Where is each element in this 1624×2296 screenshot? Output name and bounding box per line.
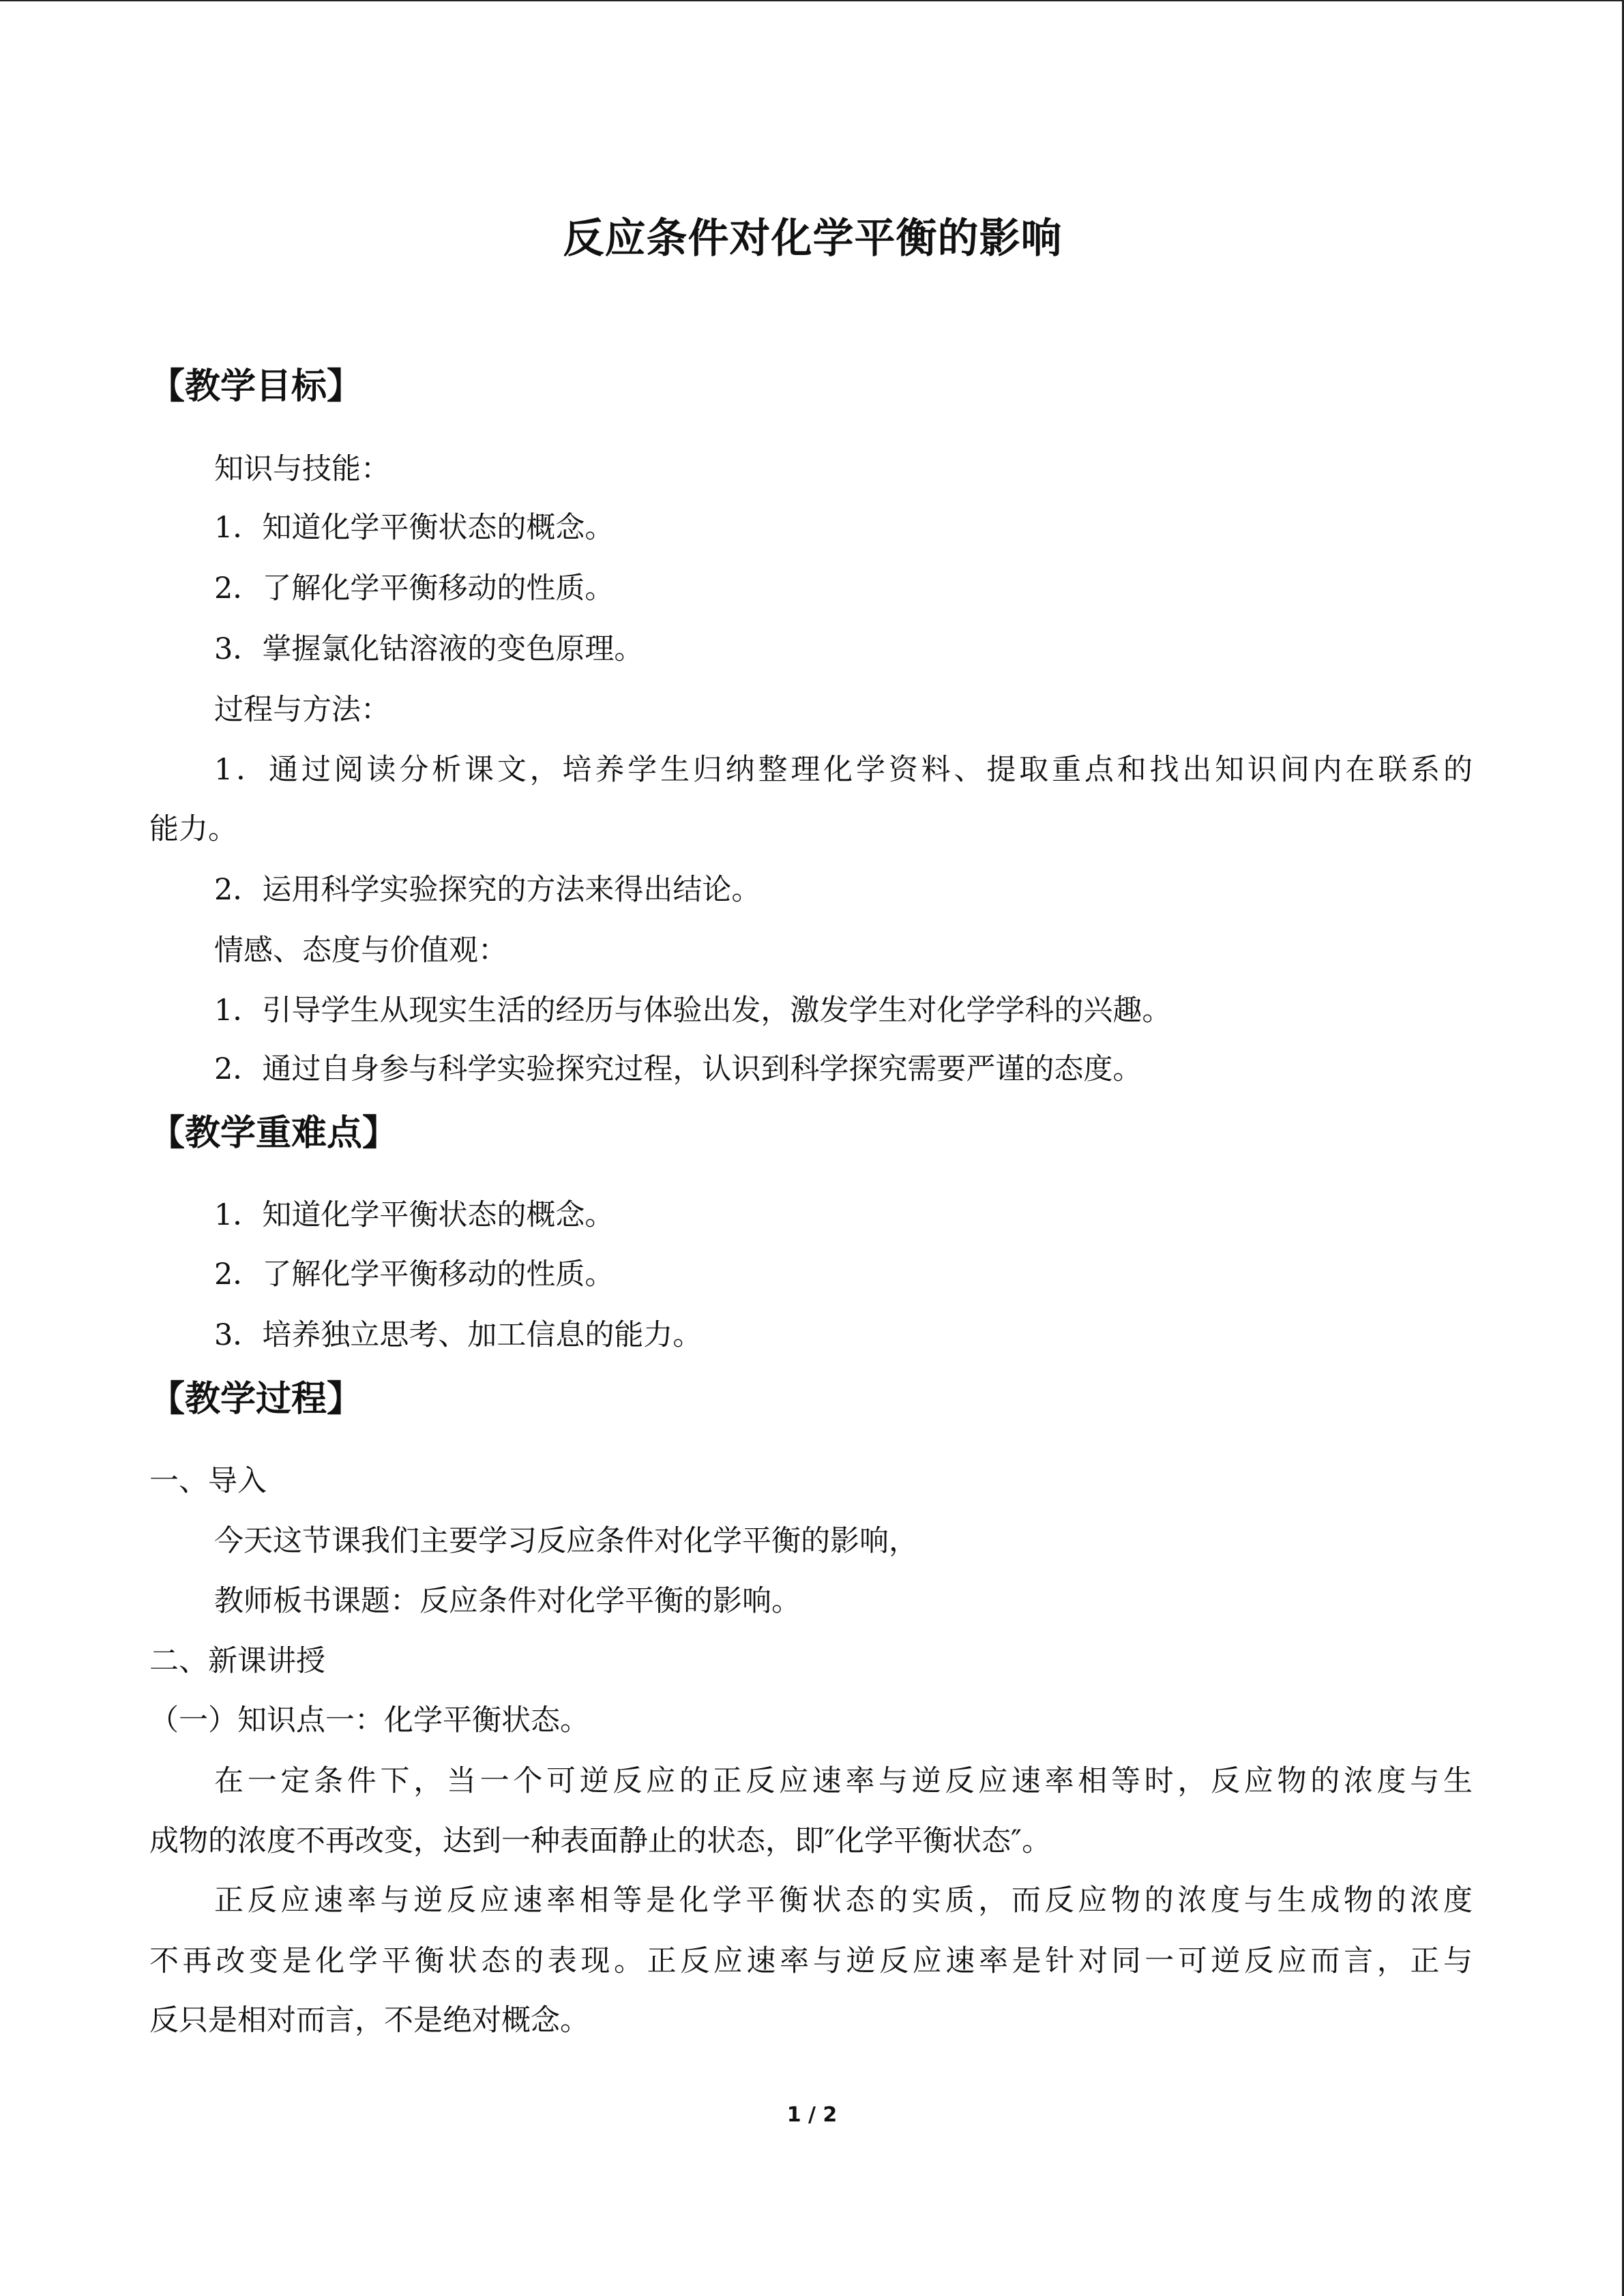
list-item-continuation: 能力。: [149, 812, 237, 846]
list-item: 1．通过阅读分析课文，培养学生归纳整理化学资料、提取重点和找出知识间内在联系的: [214, 753, 1473, 787]
paragraph-line: 在一定条件下，当一个可逆反应的正反应速率与逆反应速率相等时，反应物的浓度与生: [214, 1764, 1473, 1798]
list-item: 2．了解化学平衡移动的性质。: [214, 571, 615, 606]
page-number: 1 / 2: [786, 2103, 838, 2127]
paragraph-line: 正反应速率与逆反应速率相等是化学平衡状态的实质，而反应物的浓度与生成物的浓度: [214, 1883, 1473, 1918]
list-item: 2．通过自身参与科学实验探究过程，认识到科学探究需要严谨的态度。: [214, 1052, 1142, 1086]
section-heading-key-points: 【教学重难点】: [149, 1113, 398, 1154]
list-item: 2．运用科学实验探究的方法来得出结论。: [214, 873, 761, 907]
subheading-process-method: 过程与方法：: [214, 693, 390, 727]
subheading-intro: 一、导入: [149, 1464, 267, 1498]
paragraph-line: 反只是相对而言，不是绝对概念。: [149, 2003, 589, 2038]
page-top-border: [0, 0, 1624, 1]
list-item: 3．掌握氯化钴溶液的变色原理。: [214, 632, 644, 666]
paragraph-line: 今天这节课我们主要学习反应条件对化学平衡的影响，: [214, 1524, 918, 1558]
paragraph-line: 不再改变是化学平衡状态的表现。正反应速率与逆反应速率是针对同一可逆反应而言，正与: [149, 1944, 1473, 1978]
section-heading-process: 【教学过程】: [149, 1379, 363, 1420]
subheading-attitude-values: 情感、态度与价值观：: [214, 934, 507, 968]
section-heading-objectives: 【教学目标】: [149, 366, 363, 407]
paragraph-line: 成物的浓度不再改变，达到一种表面静止的状态，即″化学平衡状态″。: [149, 1824, 1052, 1858]
subheading-new-lesson: 二、新课讲授: [149, 1644, 325, 1678]
list-item: 1．引导学生从现实生活的经历与体验出发，激发学生对化学学科的兴趣。: [214, 994, 1172, 1028]
subheading-knowledge-skills: 知识与技能：: [214, 452, 390, 486]
list-item: 1．知道化学平衡状态的概念。: [214, 1198, 615, 1232]
list-item: 1．知道化学平衡状态的概念。: [214, 511, 615, 545]
list-item: 2．了解化学平衡移动的性质。: [214, 1257, 615, 1292]
paragraph-line: 教师板书课题：反应条件对化学平衡的影响。: [214, 1584, 801, 1618]
list-item: 3．培养独立思考、加工信息的能力。: [214, 1318, 703, 1352]
subheading-knowledge-point-1: （一）知识点一：化学平衡状态。: [149, 1703, 589, 1738]
document-title: 反应条件对化学平衡的影响: [563, 215, 1063, 263]
